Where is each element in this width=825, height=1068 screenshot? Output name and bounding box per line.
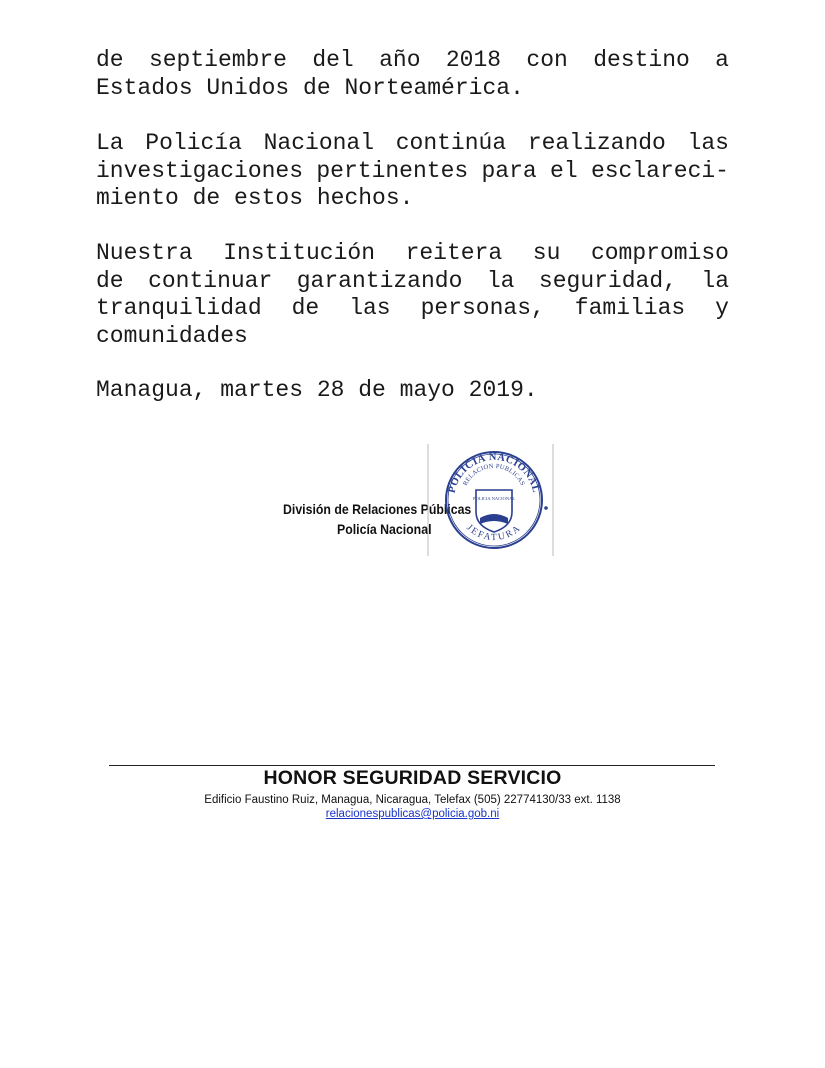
word: el [550,157,578,184]
word: su [532,240,561,266]
justified-line [96,240,729,268]
justified-line [96,47,729,75]
word: Nacional [263,130,375,156]
paragraph-investigation [96,130,729,213]
word: seguridad, [538,267,677,294]
text-line: Managua, martes 28 de mayo 2019. [96,377,538,403]
word: 2018 [445,47,502,73]
signature-division: División de Relaciones Públicas [283,501,472,517]
seal-top-text: POLICIA NACIONAL [446,451,542,495]
text-line: miento de estos hechos. [96,185,414,211]
word: septiembre [148,47,287,73]
text-line: comunidades [96,322,248,349]
seal-badge-text: POLICIA NACIONAL [472,496,516,501]
signature-institution: Policía Nacional [337,521,432,537]
word: del [312,47,354,73]
word: las [349,295,391,321]
word: reitera [405,240,503,266]
word: la [701,267,729,294]
svg-text:POLICIA NACIONAL [447,452,542,494]
footer-email-link[interactable]: relacionespublicas@policia.gob.ni [325,808,500,820]
justified-line [96,295,729,323]
word: Nuestra [96,240,193,266]
date-line [96,377,729,405]
paragraph-destination [96,47,729,102]
footer-motto: HONOR SEGURIDAD SERVICIO [263,767,562,789]
word: destino [593,47,690,73]
word: de [96,267,124,294]
word: personas, [420,295,545,321]
word: Institución [223,240,376,266]
text-line: Estados Unidos de Norteamérica. [96,74,524,101]
word: de [96,47,124,73]
word: realizando [527,130,666,156]
word: con [526,47,568,73]
word: continúa [395,130,507,156]
word: la [486,267,515,294]
word: familias [574,295,686,321]
official-seal-stamp [426,440,556,558]
seal-bottom-text: JEFATURA [464,522,524,544]
word: compromiso [590,240,729,266]
footer-divider [109,765,715,766]
word: tranquilidad [96,295,262,321]
word: de [291,295,320,321]
word: para [481,157,537,184]
word: a [715,47,729,73]
justified-line [96,268,729,296]
justified-line [96,130,729,158]
word: La [96,130,124,156]
word: año [379,47,421,73]
word: continuar [148,267,273,294]
word: investigaciones [96,157,304,184]
word: las [687,130,729,156]
footer-address: Edificio Faustino Ruiz, Managua, Nicaragua, Telefax (505) 22774130/33 ext. 1138 [204,794,621,806]
word: pertinentes [316,157,469,184]
word: Policía [145,130,242,156]
seal-icon [426,440,556,558]
seal-inner-text: RELACION PUBLICAS [461,462,527,487]
word: esclareci- [590,157,729,184]
justified-line [96,158,729,186]
word: y [715,295,729,321]
word: garantizando [296,267,463,294]
paragraph-commitment [96,240,729,350]
